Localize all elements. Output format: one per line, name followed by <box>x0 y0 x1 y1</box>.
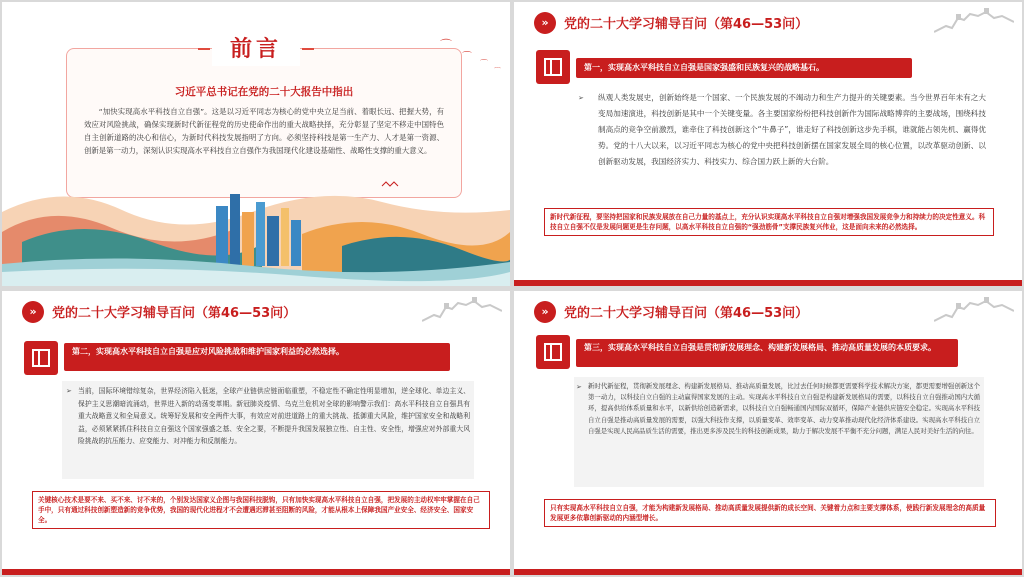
bullet-marker: ➢ <box>578 94 584 102</box>
chevron-double-right-icon: » <box>534 301 556 323</box>
bird-icon: ⌒ <box>494 67 501 75</box>
slide-section-2[interactable] <box>2 291 510 575</box>
bird-icon: ⌒ <box>462 52 472 63</box>
landscape-illustration <box>2 172 510 286</box>
slide-header-title: 党的二十大学习辅导百问（第46—53问） <box>52 306 297 321</box>
section-summary: 只有实现高水平科技自立自强，才能为构建新发展格局、推动高质量发展提供新的成长空间、关键着力点和主要支撑体系，使践行新发展理念的高质量发展更多依靠创新驱动的内涵型增长。 <box>544 499 996 527</box>
bird-icon: ⌒ <box>440 38 453 52</box>
chevron-double-right-icon: » <box>534 12 556 34</box>
chevron-double-right-icon: » <box>22 301 44 323</box>
slide-section-1[interactable] <box>514 2 1022 286</box>
foreword-subtitle: 习近平总书记在党的二十大报告中指出 <box>174 86 354 98</box>
bullet-marker: ➢ <box>66 387 72 395</box>
slide-header-title: 党的二十大学习辅导百问（第46—53问） <box>564 17 809 32</box>
section-body: 当前，国际环境错综复杂，世界经济陷入低迷，全球产业链供应链面临重塑，不稳定性不确定性明显增加，逆全球化、单边主义、保护主义思潮暗流涌动，世界进入新的动荡变革期。新冠肺炎疫情、乌克兰危机对全球的影响警示我们：高水平科技自立自强具有重大战略意义和全局意义。统筹好发展和安全两件大事，有效应对前进道路上的重大挑战、抵御重大风险，维护国家安全和战略利益，必须紧紧抓住科技自立自强这个国家强盛之基、安全之要，不断提升我国发展独立性、自主性、安全性，增强应对外部重大风险挑战的抗压能力、应变能力、对冲能力和反制能力。 <box>78 387 470 445</box>
section-banner: 第三，实现高水平科技自立自强是贯彻新发展理念、构建新发展格局、推动高质量发展的本质要求。 <box>576 339 958 367</box>
bottom-bar <box>514 280 1022 286</box>
section-summary: 关键核心技术是要不来、买不来、讨不来的，个别发达国家义企图与我国科技脱钩，只有加快实现高水平科技自立自强，把发展的主动权牢牢掌握在自己手中，只有通过科技创新塑造新的竞争优势，我国的现代化进程才不会遭遇迟滞甚至阻断的风险，才能从根本上保障我国产业安全、经济安全、国家安全。 <box>32 491 490 529</box>
bottom-bar <box>514 569 1022 575</box>
section-banner: 第一，实现高水平科技自立自强是国家强盛和民族复兴的战略基石。 <box>576 58 912 78</box>
title-deco-left <box>198 48 210 50</box>
bottom-bar <box>2 569 510 575</box>
great-wall-icon <box>934 297 1014 325</box>
foreword-body: “加快实现高水平科技自立自强”。这是以习近平同志为核心的党中央立足当前、着眼长远、把握大势，有效应对风险挑战，确保实现新时代新征程党的历史使命作出的重大战略抉择，充分彰显了坚定不移走中国特色自主创新道路的决心和信心，为新时代科技发展指明了方向。必须坚持科技是第一生产力、人才是第一资源、创新是第一动力，深刻认识实现高水平科技自立自强作为我国现代化建设基础性、战略性支撑的重大意义。 <box>84 107 444 155</box>
bird-icon: ⌒ <box>480 59 488 68</box>
slide-section-3[interactable] <box>514 291 1022 575</box>
bullet-marker: ➢ <box>576 383 582 391</box>
section-summary: 新时代新征程，要坚持把国家和民族发展放在自己力量的基点上，充分认识实现高水平科技自立自强对增强我国发展竞争力和持续力的决定性意义。科技自立自强不仅是发展问题更是生存问题，以高水平科技自立自强的“强劲筋骨”支撑民族复兴伟业，这是面向未来的必然选择。 <box>544 208 994 236</box>
slide-foreword[interactable] <box>2 2 510 286</box>
slide-header-title: 党的二十大学习辅导百问（第46—53问） <box>564 306 809 321</box>
great-wall-icon <box>934 8 1014 36</box>
section-body: 纵观人类发展史，创新始终是一个国家、一个民族发展的不竭动力和生产力提升的关键要素。当今世界百年未有之大变局加速演进，科技创新是其中一个关键变量。各主要国家纷纷把科技创新作为国际战略博弈的主要战场，围绕科技制高点的竞争空前激烈，谁牵住了科技创新这个“牛鼻子”，谁走好了科技创新这步先手棋，谁就能占领先机、赢得优势。党的十八大以来，以习近平同志为核心的党中央把科技创新摆在国家发展全局的核心位置，以改革驱动创新、以创新驱动发展，我国经济实力、科技实力、综合国力跃上新的大台阶。 <box>598 93 986 166</box>
section-body: 新时代新征程，贯彻新发展理念、构建新发展格局、推动高质量发展，比过去任何时候都更需要科学技术解决方案，都更需要增强创新这个第一动力，以科技自立自强的主动赢得国家发展的主动。实现高水平科技自立自强是构建新发展格局的需要，以科技自立自强推动国内大循环，提高供给体系质量和水平，以新供给创造新需求，以科技自立自强畅通国内国际双循环，保障产业链供应链安全稳定。实现高水平科技自立自强是推动高质量发展的需要，以强大科技作支撑，以质量变革、效率变革、动力变革推动现代化经济体系建设。实现高水平科技自立自强是实现人民高品质生活的需要，推出更多涉及民生的科技创新成果，助力于解决发展不平衡不充分问题，满足人民对美好生活的向往。 <box>588 382 980 435</box>
book-icon <box>536 335 570 369</box>
title-deco-right <box>302 48 314 50</box>
book-icon <box>536 50 570 84</box>
great-wall-icon <box>422 297 502 325</box>
foreword-title: 前言 <box>229 37 282 62</box>
section-banner: 第二，实现高水平科技自立自强是应对风险挑战和维护国家利益的必然选择。 <box>64 343 450 371</box>
book-icon <box>24 341 58 375</box>
